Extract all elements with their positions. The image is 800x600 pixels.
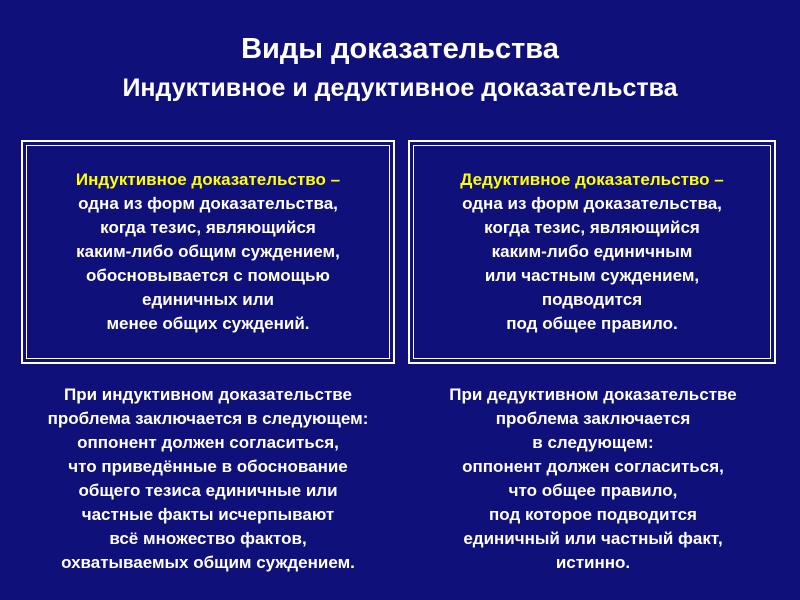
inductive-problem-line: охватываемых общим суждением. xyxy=(61,553,355,572)
deductive-definition-line: одна из форм доказательства, xyxy=(462,194,722,213)
deductive-definition-line: когда тезис, являющийся xyxy=(484,218,700,237)
inductive-definition-line: когда тезис, являющийся xyxy=(100,218,316,237)
inductive-definition-line: обосновывается с помощью xyxy=(86,266,330,285)
deductive-definition-box xyxy=(408,140,776,364)
inductive-problem-text xyxy=(10,383,406,575)
deductive-term: Дедуктивное доказательство – xyxy=(460,170,724,189)
deductive-definition-frame xyxy=(413,145,771,359)
deductive-problem-line: проблема заключается xyxy=(495,409,691,428)
slide-subtitle: Индуктивное и дедуктивное доказательства xyxy=(122,74,678,102)
deductive-problem-line: При дедуктивном доказательстве xyxy=(449,385,737,404)
slide-title: Виды доказательства xyxy=(241,33,559,65)
inductive-definition-line: единичных или xyxy=(142,290,274,309)
inductive-problem-line: проблема заключается в следующем: xyxy=(47,409,369,428)
deductive-definition-line: каким-либо единичным xyxy=(491,242,693,261)
inductive-problem-line: При индуктивном доказательстве xyxy=(64,385,352,404)
inductive-definition-line: менее общих суждений. xyxy=(106,314,310,333)
deductive-problem-line: в следующем: xyxy=(532,433,654,452)
deductive-problem-line: оппонент должен согласиться, xyxy=(462,457,724,476)
deductive-definition-line: под общее правило. xyxy=(506,314,678,333)
inductive-definition-line: каким-либо общим суждением, xyxy=(76,242,340,261)
inductive-term: Индуктивное доказательство – xyxy=(75,170,341,189)
deductive-problem-line: единичный или частный факт, xyxy=(463,529,723,548)
inductive-definition-line: одна из форм доказательства, xyxy=(78,194,338,213)
inductive-problem-line: всё множество фактов, xyxy=(109,529,307,548)
deductive-problem-line: истинно. xyxy=(555,553,631,572)
deductive-problem-line: под которое подводится xyxy=(489,505,697,524)
inductive-definition-box xyxy=(21,140,395,364)
inductive-definition-frame xyxy=(26,145,390,359)
inductive-problem-line: общего тезиса единичные или xyxy=(78,481,338,500)
inductive-problem-line: частные факты исчерпывают xyxy=(81,505,335,524)
deductive-definition-line: или частным суждением, xyxy=(484,266,700,285)
deductive-definition-line: подводится xyxy=(541,290,643,309)
deductive-problem-line: что общее правило, xyxy=(508,481,678,500)
deductive-problem-text xyxy=(408,383,778,575)
inductive-problem-line: оппонент должен согласиться, xyxy=(77,433,339,452)
inductive-problem-line: что приведённые в обоснование xyxy=(68,457,348,476)
